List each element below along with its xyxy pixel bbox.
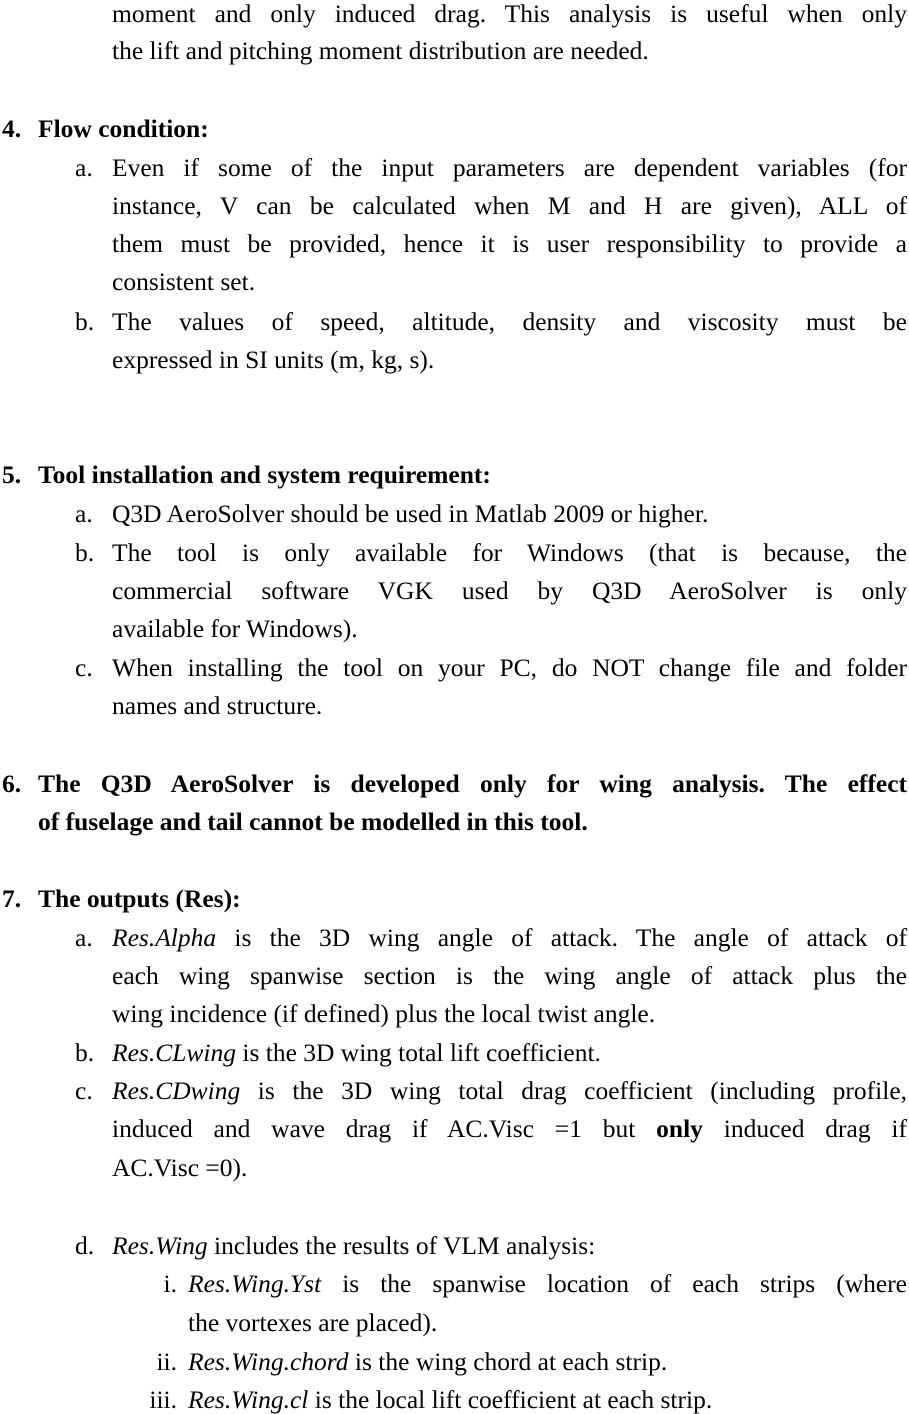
section-7d-iii-line-1 <box>188 1387 712 1413</box>
res-alpha-term: Res.Alpha <box>112 923 217 952</box>
section-5b-line-3: available for Windows). <box>112 614 358 643</box>
section-4b-line-1: The values of speed, altitude, density and viscosity must be <box>112 307 907 336</box>
section-4b-line-2: expressed in SI units (m, kg, s). <box>112 345 435 374</box>
intro-line-1: moment and only induced drag. This analysis is useful when only <box>112 0 907 28</box>
section-7d-ii-line-1-text: is the wing chord at each strip. <box>354 1347 668 1376</box>
section-7c-line-1-text: is the 3D wing total drag coefficient (including profile, <box>257 1076 908 1105</box>
section-4-number: 4. <box>2 114 22 143</box>
section-7-number: 7. <box>2 884 22 913</box>
section-7a-line-2: each wing spanwise section is the wing angle of attack plus the <box>112 961 907 990</box>
section-4a-line-4: consistent set. <box>112 267 256 296</box>
section-7c-line-3: AC.Visc =0). <box>112 1153 248 1182</box>
section-7d-i-marker: i. <box>163 1269 177 1298</box>
section-7b-line-1-text: is the 3D wing total lift coefficient. <box>242 1038 601 1067</box>
section-7b-line-1 <box>112 1040 601 1066</box>
section-7d-line-1 <box>112 1233 595 1259</box>
section-5b-line-1: The tool is only available for Windows (that is because, the <box>112 538 907 567</box>
section-4-heading: Flow condition: <box>38 114 209 143</box>
section-7d-i-line-2: the vortexes are placed). <box>188 1308 438 1337</box>
res-wing-chord-term: Res.Wing.chord <box>188 1347 349 1376</box>
section-4a-line-3: them must be provided, hence it is user responsibility to provide a <box>112 229 907 258</box>
res-cdwing-term: Res.CDwing <box>112 1076 241 1105</box>
only-emphasis: only <box>656 1114 703 1143</box>
section-4a-line-1: Even if some of the input parameters are dependent variables (for <box>112 153 907 182</box>
section-5a-line-1: Q3D AeroSolver should be used in Matlab 2009 or higher. <box>112 499 709 528</box>
section-6-line-2: of fuselage and tail cannot be modelled in this tool. <box>38 807 588 836</box>
section-6-number: 6. <box>2 769 22 798</box>
section-7a-marker: a. <box>75 923 93 952</box>
section-7a-line-3: wing incidence (if defined) plus the local twist angle. <box>112 999 656 1028</box>
section-7c-line-2-a: induced and wave drag if AC.Visc =1 but <box>112 1114 636 1143</box>
section-4a-marker: a. <box>75 153 93 182</box>
section-7a-line-1 <box>112 925 907 951</box>
section-5-number: 5. <box>2 460 22 489</box>
section-7d-iii-marker: iii. <box>149 1385 177 1414</box>
section-7c-line-2-b: induced drag if <box>723 1114 908 1143</box>
res-clwing-term: Res.CLwing <box>112 1038 236 1067</box>
section-5c-line-1: When installing the tool on your PC, do NOT change file and folder <box>112 653 907 682</box>
section-7a-line-1-text: is the 3D wing angle of attack. The angle of attack of <box>234 923 907 952</box>
section-5b-line-2: commercial software VGK used by Q3D AeroSolver is only <box>112 576 907 605</box>
section-6-line-1: The Q3D AeroSolver is developed only for wing analysis. The effect <box>38 769 907 798</box>
section-7b-marker: b. <box>75 1038 95 1067</box>
section-5b-marker: b. <box>75 538 95 567</box>
res-wing-yst-term: Res.Wing.Yst <box>188 1269 322 1298</box>
section-5c-line-2: names and structure. <box>112 691 323 720</box>
res-wing-cl-term: Res.Wing.cl <box>188 1385 309 1414</box>
intro-line-2: the lift and pitching moment distribution are needed. <box>112 36 649 65</box>
section-7d-marker: d. <box>75 1231 95 1260</box>
section-7d-line-1-text: includes the results of VLM analysis: <box>214 1231 596 1260</box>
section-5a-marker: a. <box>75 499 93 528</box>
section-7d-ii-marker: ii. <box>156 1347 177 1376</box>
section-7d-iii-line-1-text: is the local lift coefficient at each strip. <box>314 1385 713 1414</box>
section-5c-marker: c. <box>75 653 93 682</box>
section-7c-line-2 <box>112 1116 907 1142</box>
section-7d-i-line-1 <box>188 1271 907 1297</box>
section-7c-line-1 <box>112 1078 907 1104</box>
section-4a-line-2: instance, V can be calculated when M and H are given), ALL of <box>112 191 907 220</box>
section-7-heading: The outputs (Res): <box>38 884 241 913</box>
section-5-heading: Tool installation and system requirement: <box>38 460 491 489</box>
res-wing-term: Res.Wing <box>112 1231 208 1260</box>
section-7d-ii-line-1 <box>188 1349 667 1375</box>
section-7c-marker: c. <box>75 1076 93 1105</box>
section-7d-i-line-1-text: is the spanwise location of each strips (where <box>342 1269 908 1298</box>
section-4b-marker: b. <box>75 307 95 336</box>
